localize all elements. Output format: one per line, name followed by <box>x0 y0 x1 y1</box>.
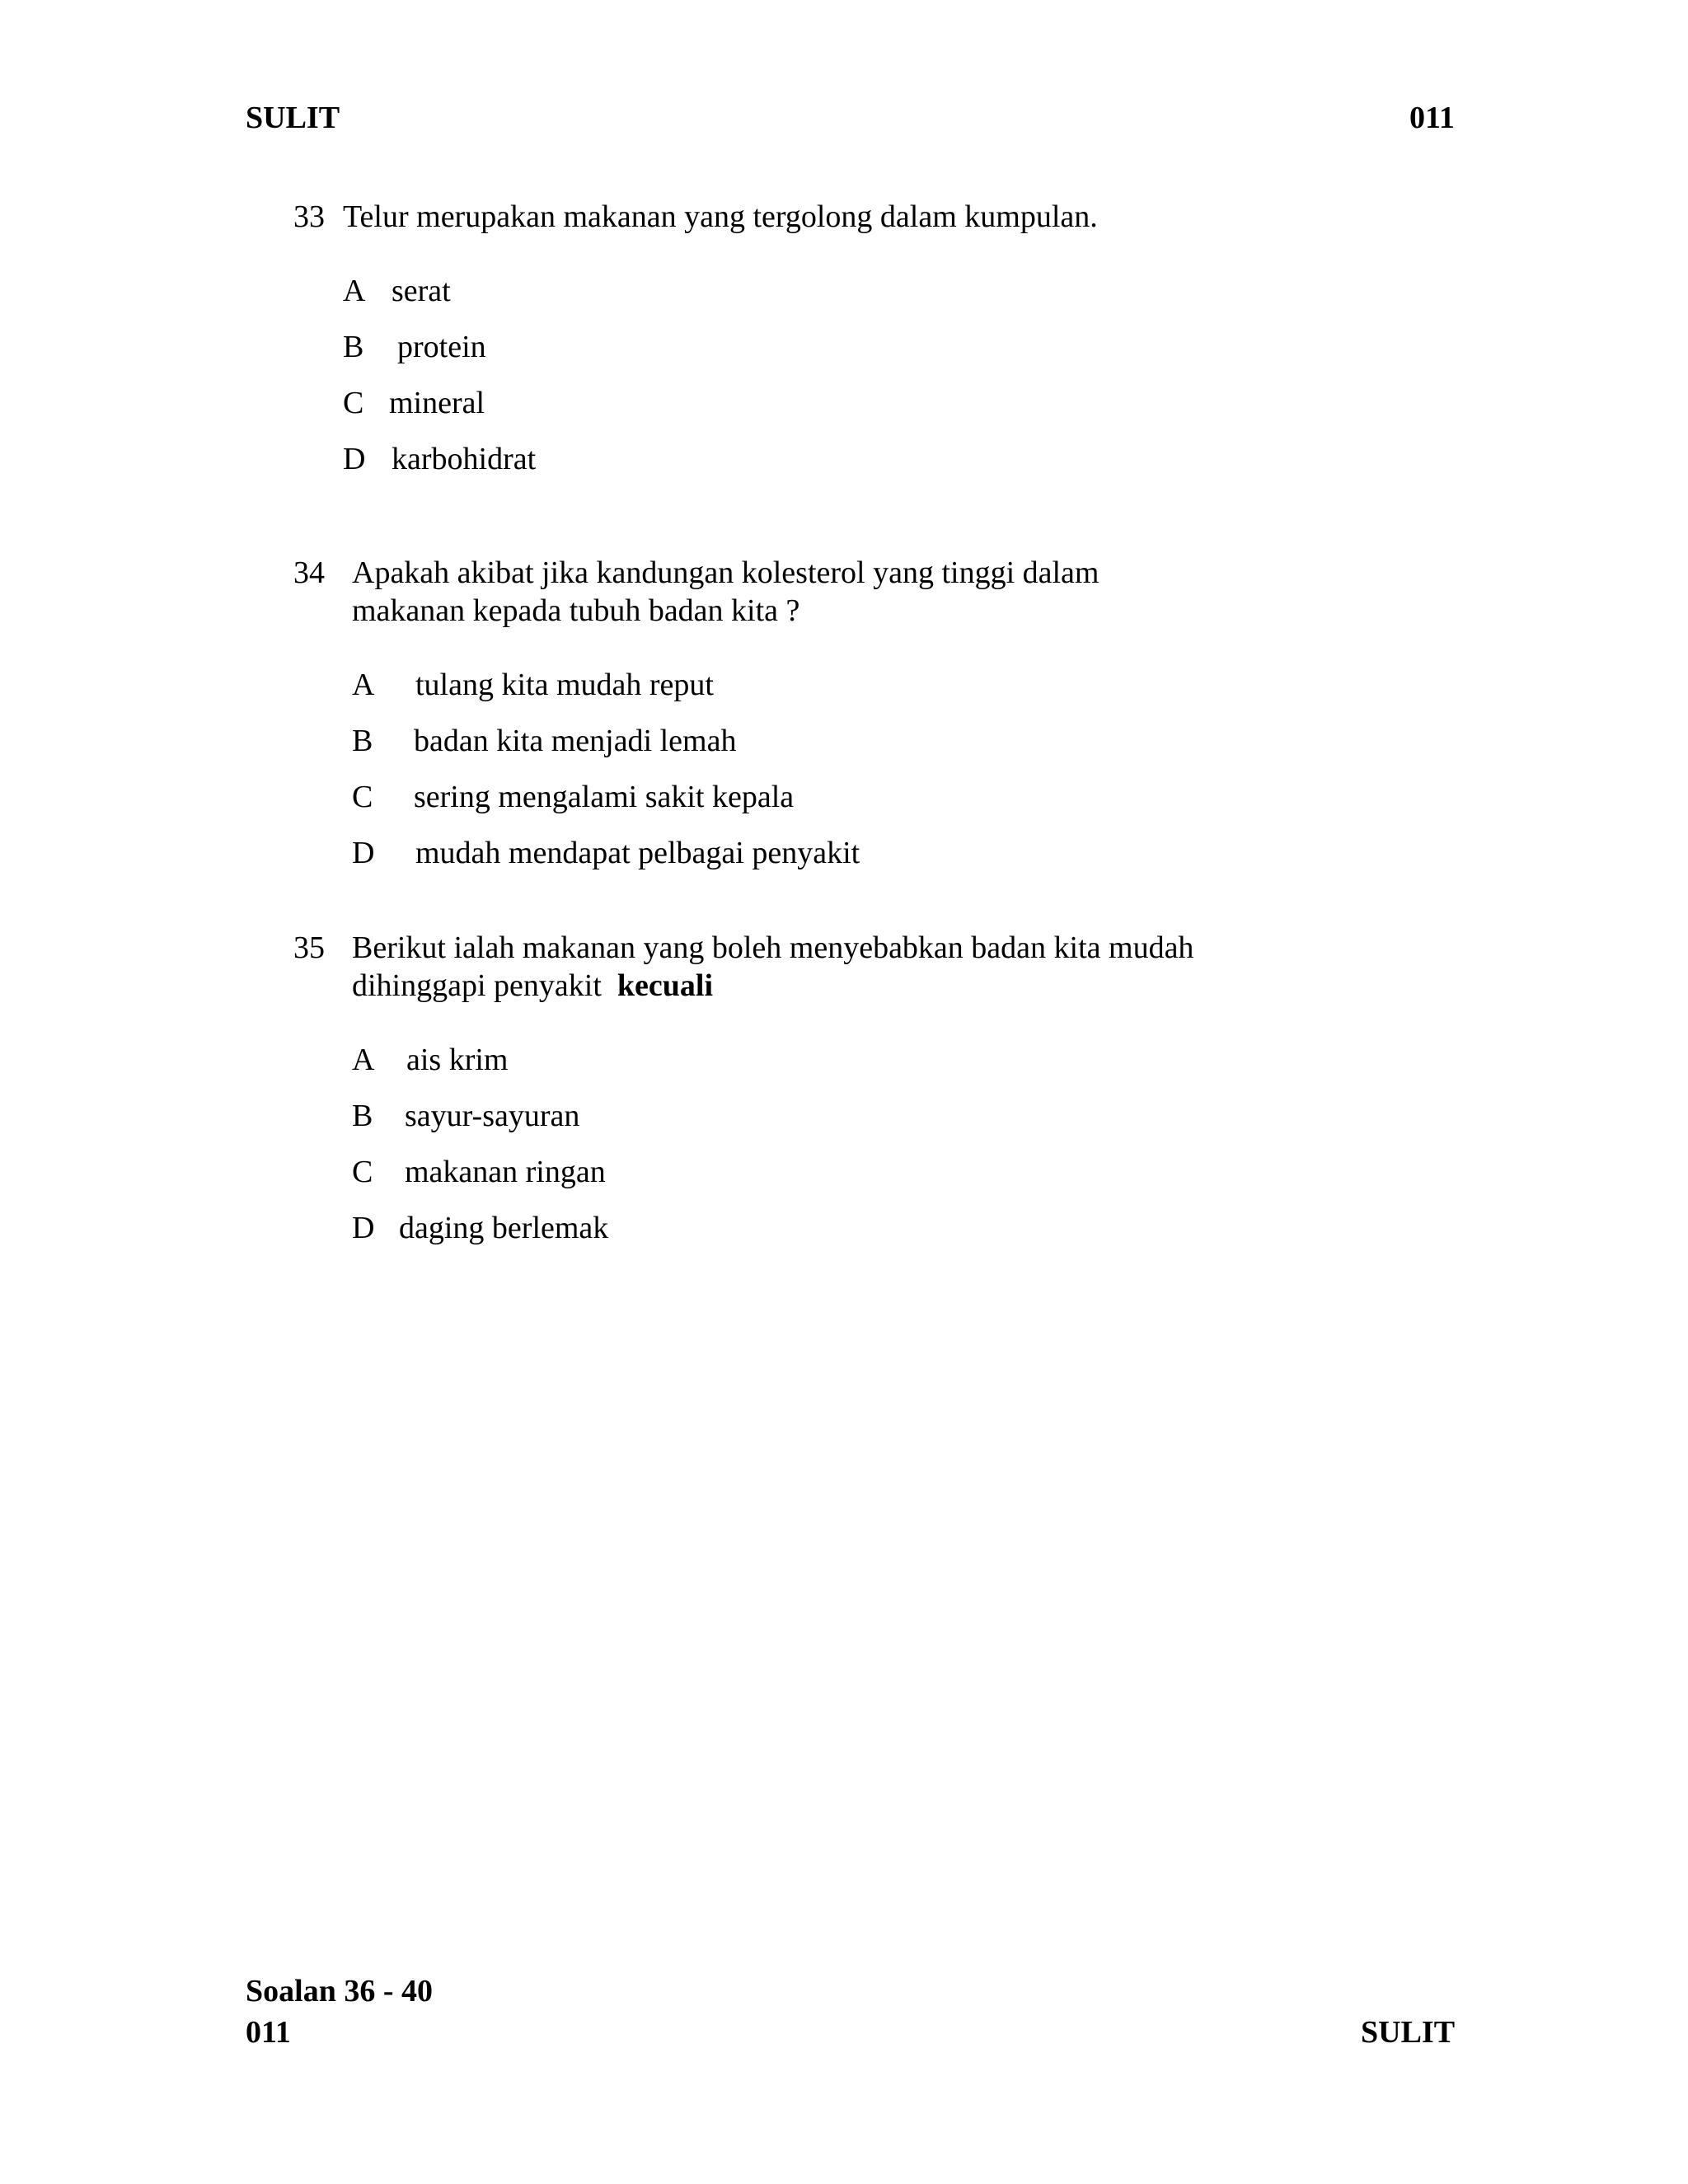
option-letter-d: D <box>343 442 366 476</box>
option-letter-b: B <box>352 1099 373 1133</box>
footer-next-questions: Soalan 36 - 40 <box>246 1974 433 2008</box>
option-text-d: mudah mendapat pelbagai penyakit <box>415 836 860 870</box>
header-classification: SULIT <box>246 101 340 135</box>
question-text-line-2: makanan kepada tubuh badan kita ? <box>352 593 800 628</box>
option-text-b: badan kita menjadi lemah <box>414 724 737 758</box>
question-number: 33 <box>293 199 325 234</box>
question-text-line-1: Apakah akibat jika kandungan kolesterol yang tinggi dalam <box>352 555 1100 590</box>
option-text-a: serat <box>392 274 451 308</box>
option-text-c: mineral <box>389 386 485 420</box>
header-paper-code: 011 <box>1409 101 1455 135</box>
option-letter-d: D <box>352 836 375 870</box>
question-text: Telur merupakan makanan yang tergolong dalam kumpulan. <box>343 199 1098 234</box>
option-letter-c: C <box>352 780 373 814</box>
question-number: 35 <box>293 930 325 965</box>
footer-paper-code: 011 <box>246 2015 291 2050</box>
option-text-b: sayur-sayuran <box>405 1099 580 1133</box>
option-letter-a: A <box>352 668 375 702</box>
question-text-line-2-plain: dihinggapi penyakit <box>352 968 602 1003</box>
question-text-line-2 <box>352 967 713 1005</box>
option-text-a: ais krim <box>406 1043 509 1077</box>
option-text-a: tulang kita mudah reput <box>415 668 714 702</box>
option-text-b: protein <box>397 330 486 364</box>
option-letter-d: D <box>352 1211 375 1245</box>
option-letter-b: B <box>343 330 364 364</box>
question-emphasis: kecuali <box>617 968 714 1003</box>
option-letter-a: A <box>352 1043 375 1077</box>
option-text-d: daging berlemak <box>399 1211 609 1245</box>
option-letter-a: A <box>343 274 366 308</box>
option-letter-c: C <box>352 1155 373 1189</box>
option-text-c: sering mengalami sakit kepala <box>414 780 795 814</box>
option-letter-b: B <box>352 724 373 758</box>
option-text-d: karbohidrat <box>392 442 537 476</box>
question-number: 34 <box>293 555 325 590</box>
option-letter-c: C <box>343 386 364 420</box>
question-text-line-1: Berikut ialah makanan yang boleh menyebabkan badan kita mudah <box>352 930 1194 965</box>
footer-classification: SULIT <box>1361 2015 1456 2050</box>
option-text-c: makanan ringan <box>405 1155 606 1189</box>
